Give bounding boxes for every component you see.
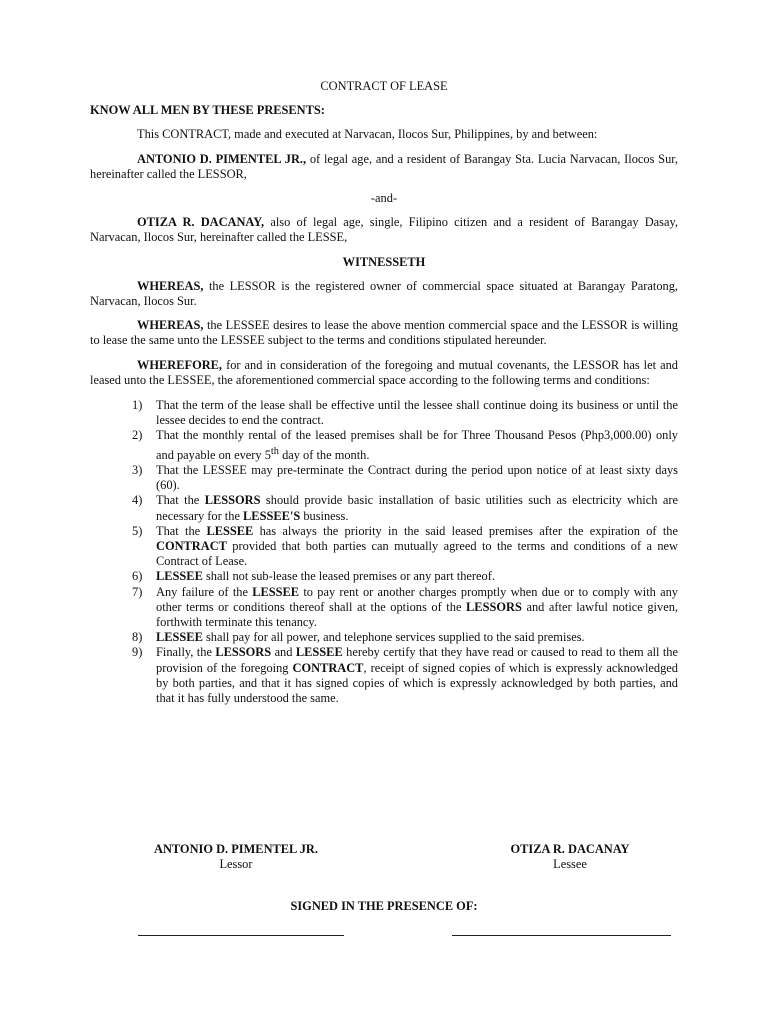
term-item-1	[90, 398, 678, 428]
term-number: 9)	[132, 645, 143, 660]
term-number: 8)	[132, 630, 143, 645]
term-superscript: th	[270, 445, 279, 457]
term-number: 4)	[132, 493, 143, 508]
term-bold: CONTRACT	[292, 660, 364, 675]
lessee-name: OTIZA R. DACANAY,	[137, 215, 265, 230]
term-bold: LESSEE'S	[243, 508, 301, 523]
and-separator: -and-	[370, 191, 398, 206]
term-text: That the	[156, 493, 205, 508]
terms-list	[90, 398, 678, 706]
lessor-name: ANTONIO D. PIMENTEL JR.,	[137, 151, 307, 166]
term-number: 1)	[132, 398, 143, 413]
term-text: Finally, the	[156, 645, 216, 660]
term-item-4	[90, 493, 678, 523]
term-text: shall not sub-lease the leased premises or any part thereof.	[202, 569, 495, 584]
lessor-role-label: Lessor	[219, 857, 253, 872]
opening-heading: KNOW ALL MEN BY THESE PRESENTS:	[90, 103, 325, 118]
lessee-paragraph	[90, 215, 678, 245]
term-bold: LESSEE	[295, 645, 343, 660]
term-number: 5)	[132, 523, 143, 538]
term-text: That the monthly rental of the leased premises shall be for Three Thousand Pesos (Php3,000.00) only and payable on every 5	[156, 428, 678, 462]
witnesseth-heading: WITNESSETH	[342, 254, 426, 269]
term-text: shall pay for all power, and telephone services supplied to the said premises.	[202, 630, 585, 645]
term-item-9	[90, 645, 678, 706]
document-title: CONTRACT OF LEASE	[320, 79, 448, 93]
lessee-description: also of legal age, single, Filipino citizen and a resident of Barangay Dasay, Narvacan, Ilocos Sur, hereinafter called the LESSE,	[90, 215, 678, 245]
document-body	[90, 79, 678, 706]
lessee-role-label: Lessee	[553, 857, 587, 872]
term-item-3	[90, 463, 678, 493]
lessor-signature-name: ANTONIO D. PIMENTEL JR.	[154, 842, 318, 856]
intro-paragraph: This CONTRACT, made and executed at Narvacan, Ilocos Sur, Philippines, by and between:	[137, 127, 598, 142]
lessee-signature	[462, 842, 678, 872]
term-text: should provide basic installation of basic utilities such as electricity which are necessary for the	[156, 493, 678, 523]
signature-block	[0, 842, 768, 882]
whereas-paragraph-1	[90, 279, 678, 309]
whereas-lead: WHEREAS,	[137, 278, 204, 293]
term-bold: CONTRACT	[156, 539, 227, 553]
term-text: provided that both parties can mutually agreed to the terms and conditions of a new Contract of Lease.	[156, 539, 678, 569]
lessee-signature-name: OTIZA R. DACANAY	[510, 842, 630, 856]
wherefore-lead: WHEREFORE,	[137, 357, 223, 372]
term-bold: LESSORS	[204, 493, 261, 508]
term-item-5	[90, 524, 678, 570]
whereas-text: the LESSEE desires to lease the above mention commercial space and the LESSOR is willing to lease the same unto the LESSEE subject to the terms and conditions stipulated hereunder.	[90, 318, 678, 348]
whereas-paragraph-2	[90, 318, 678, 348]
term-text: day of the month.	[278, 447, 370, 462]
term-text: and	[271, 645, 296, 660]
term-text: and after lawful notice given, forthwith terminate this tenancy.	[156, 599, 678, 630]
term-text: That the LESSEE may pre-terminate the Contract during the period upon notice of at least sixty days (60).	[156, 462, 678, 493]
term-text: Any failure of the	[156, 584, 253, 599]
term-bold: LESSEE	[156, 630, 203, 645]
lessor-paragraph	[90, 152, 678, 182]
term-bold: LESSORS	[215, 645, 272, 660]
term-number: 2)	[132, 428, 143, 443]
term-bold: LESSEE	[252, 584, 300, 599]
lessor-description: of legal age, and a resident of Barangay Sta. Lucia Narvacan, Ilocos Sur, hereinafter called the LESSOR,	[90, 151, 678, 181]
lessor-signature	[128, 842, 344, 872]
term-bold: LESSEE	[156, 569, 203, 584]
wherefore-text: for and in consideration of the foregoing and mutual covenants, the LESSOR has let and leased unto the LESSEE, the aforementioned commercial space according to the following terms and conditions:	[90, 357, 678, 387]
term-bold: LESSORS	[466, 599, 522, 614]
term-item-8	[90, 630, 678, 645]
term-text: That the	[156, 523, 207, 538]
term-number: 3)	[132, 462, 143, 477]
whereas-text: the LESSOR is the registered owner of commercial space situated at Barangay Paratong, Narvacan, Ilocos Sur.	[90, 278, 678, 309]
term-number: 7)	[132, 584, 143, 599]
term-text: , receipt of signed copies of which is expressly acknowledged by both parties, and that it has signed copies of which is expressly acknowledged by both parties, and that it has fully understood the same.	[156, 660, 678, 706]
term-item-6	[90, 569, 678, 584]
term-bold: LESSEE	[206, 523, 254, 538]
term-text: has always the priority in the said leased premises after the expiration of the	[253, 523, 678, 538]
wherefore-paragraph	[90, 358, 678, 388]
term-text: to pay rent or another charges promptly when due or to comply with any other terms or conditions thereof shall at the options of the	[156, 584, 678, 614]
whereas-lead: WHEREAS,	[137, 318, 204, 333]
term-text: That the term of the lease shall be effective until the lessee shall continue doing its business or until the lessee decides to end the contract.	[156, 398, 678, 428]
term-text: business.	[300, 508, 349, 523]
term-number: 6)	[132, 569, 143, 584]
witness-signature-line-2	[452, 935, 671, 936]
term-text: hereby certify that they have read or caused to read to them all the provision of the foregoing	[156, 645, 679, 675]
witness-signature-line-1	[138, 935, 344, 936]
term-item-2	[90, 428, 678, 463]
term-item-7	[90, 585, 678, 631]
signed-in-presence-heading: SIGNED IN THE PRESENCE OF:	[290, 899, 478, 913]
